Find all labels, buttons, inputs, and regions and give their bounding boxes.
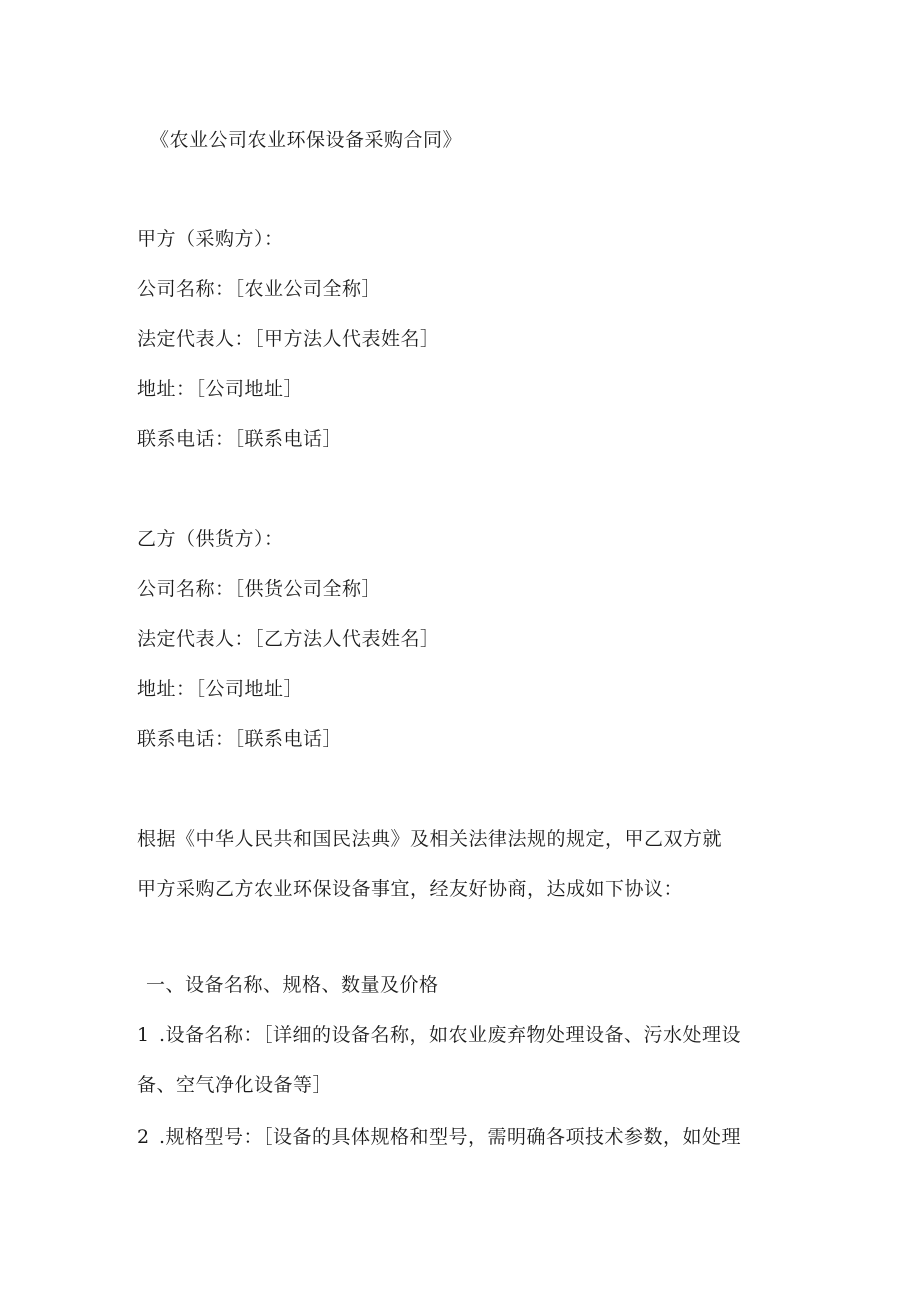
- item-1-number: 1: [137, 1024, 150, 1046]
- party-b-phone: 联系电话：［联系电话］: [137, 728, 343, 750]
- item-2-number: 2: [137, 1126, 150, 1148]
- preamble-line-1: 根据《中华人民共和国民法典》及相关法律法规的规定，甲乙双方就: [137, 828, 723, 850]
- party-a-address: 地址：［公司地址］: [137, 378, 304, 400]
- party-b-company-name: 公司名称：［供货公司全称］: [137, 578, 382, 600]
- preamble-line-2: 甲方采购乙方农业环保设备事宜，经友好协商，达成如下协议：: [137, 878, 684, 900]
- item-1-line-2: 备、空气净化设备等］: [137, 1074, 333, 1096]
- party-b-heading: 乙方（供货方）：: [137, 528, 284, 550]
- party-a-phone: 联系电话：［联系电话］: [137, 428, 343, 450]
- section-1-heading: 一、设备名称、规格、数量及价格: [146, 974, 439, 996]
- party-b-address: 地址：［公司地址］: [137, 678, 304, 700]
- party-a-company-name: 公司名称：［农业公司全称］: [137, 278, 382, 300]
- document-title: 《农业公司农业环保设备采购合同》: [150, 129, 463, 151]
- item-2-text: .规格型号：［设备的具体规格和型号，需明确各项技术参数，如处理: [159, 1126, 742, 1148]
- party-a-legal-representative: 法定代表人：［甲方法人代表姓名］: [137, 328, 440, 350]
- item-2-line-1: [137, 1125, 741, 1149]
- party-b-legal-representative: 法定代表人：［乙方法人代表姓名］: [137, 628, 440, 650]
- item-1-text: .设备名称：［详细的设备名称，如农业废弃物处理设备、污水处理设: [159, 1024, 742, 1046]
- party-a-heading: 甲方（采购方）：: [137, 228, 284, 250]
- item-1-line-1: [137, 1023, 741, 1047]
